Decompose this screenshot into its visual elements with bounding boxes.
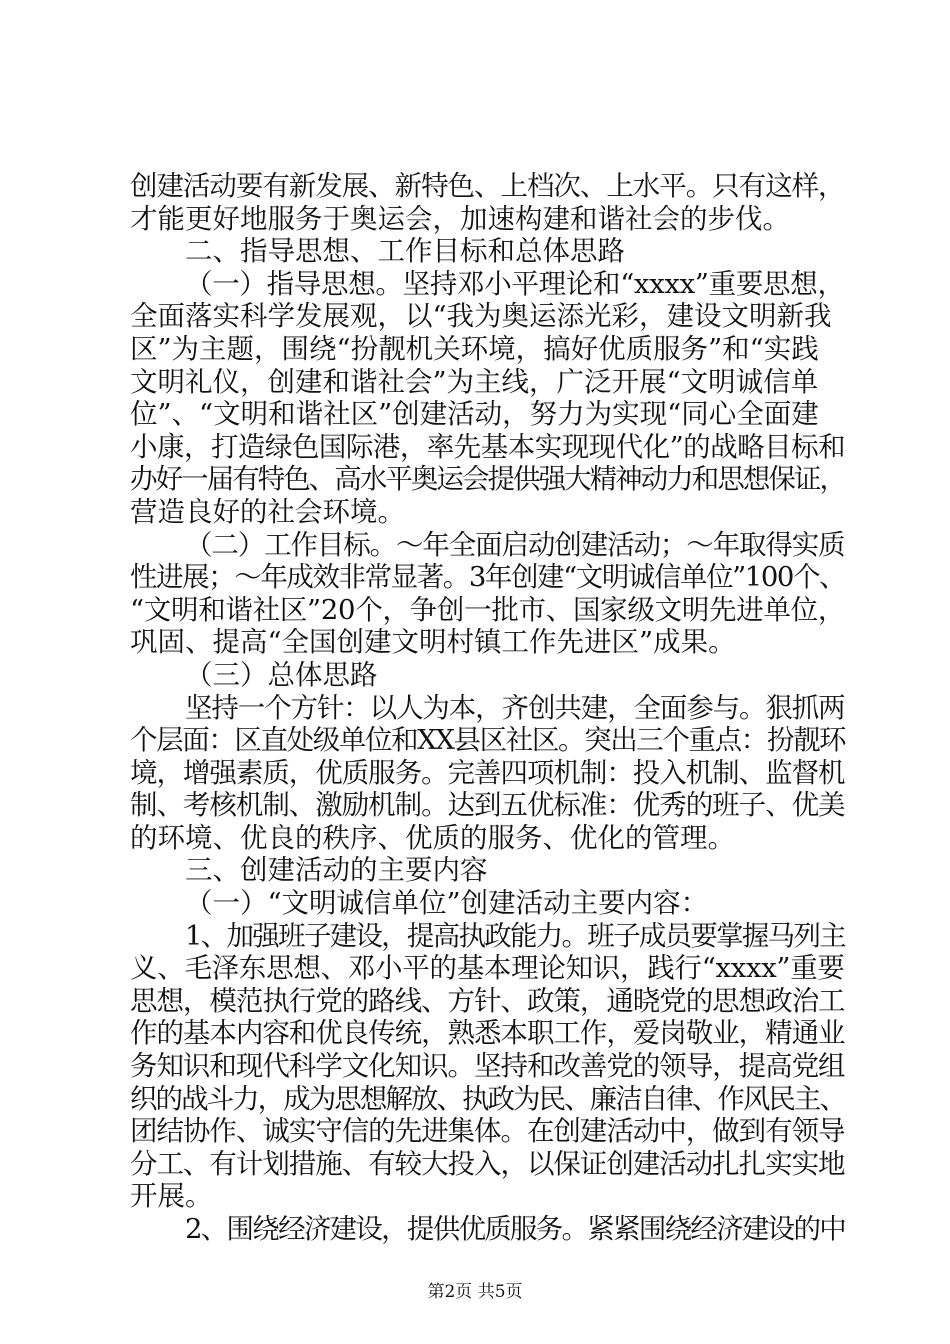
text-line: （一）“文明诚信单位”创建活动主要内容： — [185, 887, 709, 920]
text-line: 二、指导思想、工作目标和总体思路 — [185, 235, 625, 268]
text-line: 三、创建活动的主要内容 — [185, 854, 488, 887]
text-line: “文明和谐社区”20个，争创一批市、国家级文明先进单位， — [130, 593, 846, 626]
text-line: 全面落实科学发展观，以“我为奥运添光彩，建设文明新我 — [130, 300, 832, 333]
text-line: 的环境、优良的秩序、优质的服务、优化的管理。 — [130, 821, 735, 854]
text-line: 义、毛泽东思想、邓小平的基本理论知识，践行“xxxx”重要 — [130, 952, 845, 985]
text-line: 制、考核机制、激励机制。达到五优标准：优秀的班子、优美 — [130, 789, 845, 822]
text-line: 作的基本内容和优良传统，熟悉本职工作，爱岗敬业，精通业 — [130, 1017, 845, 1050]
text-line: （一）指导思想。坚持邓小平理论和“xxxx”重要思想， — [185, 267, 845, 300]
text-line: 才能更好地服务于奥运会，加速构建和谐社会的步伐。 — [130, 202, 790, 235]
text-line: 境，增强素质，优质服务。完善四项机制：投入机制、监督机 — [130, 756, 845, 789]
text-line: 开展。 — [130, 1180, 213, 1213]
text-line: 办好一届有特色、高水平奥运会提供强大精神动力和思想保证， — [130, 463, 845, 496]
text-line: 织的战斗力，成为思想解放、执政为民、廉洁自律、作风民主、 — [130, 1082, 845, 1115]
text-line: 创建活动要有新发展、新特色、上档次、上水平。只有这样， — [130, 170, 845, 202]
text-line: 文明礼仪，创建和谐社会”为主线，广泛开展“文明诚信单 — [130, 365, 819, 398]
text-line: 务知识和现代科学文化知识。坚持和改善党的领导，提高党组 — [130, 1050, 845, 1083]
text-line: （二）工作目标。～年全面启动创建活动；～年取得实质 — [185, 528, 845, 561]
text-line: 区”为主题，围绕“扮靓机关环境，搞好优质服务”和“实践 — [130, 332, 819, 365]
text-line: 1、加强班子建设，提高执政能力。班子成员要掌握马列主 — [185, 919, 845, 952]
text-line: 2、围绕经济建设，提供优质服务。紧紧围绕经济建设的中 — [185, 1213, 845, 1245]
text-line: 位”、“文明和谐社区”创建活动，努力为实现“同心全面建 — [130, 398, 819, 431]
text-line: 性进展；～年成效非常显著。3年创建“文明诚信单位”100个、 — [130, 561, 846, 594]
text-line: 个层面：区直处级单位和XX县区社区。突出三个重点：扮靓环 — [130, 724, 846, 757]
text-line: 思想，模范执行党的路线、方针、政策，通晓党的思想政治工 — [130, 984, 845, 1017]
text-line: 巩固、提高“全国创建文明村镇工作先进区”成果。 — [130, 626, 736, 659]
text-line: 分工、有计划措施、有较大投入，以保证创建活动扎扎实实地 — [130, 1147, 845, 1180]
document-body — [130, 170, 845, 1246]
text-line: （三）总体思路 — [185, 658, 378, 691]
text-line: 坚持一个方针：以人为本，齐创共建，全面参与。狠抓两 — [185, 691, 845, 724]
page-footer: 第2页 共5页 — [427, 1282, 523, 1302]
text-line: 团结协作、诚实守信的先进集体。在创建活动中，做到有领导 — [130, 1115, 845, 1148]
text-line: 营造良好的社会环境。 — [130, 495, 405, 528]
text-line: 小康，打造绿色国际港，率先基本实现现代化”的战略目标和 — [130, 430, 846, 463]
